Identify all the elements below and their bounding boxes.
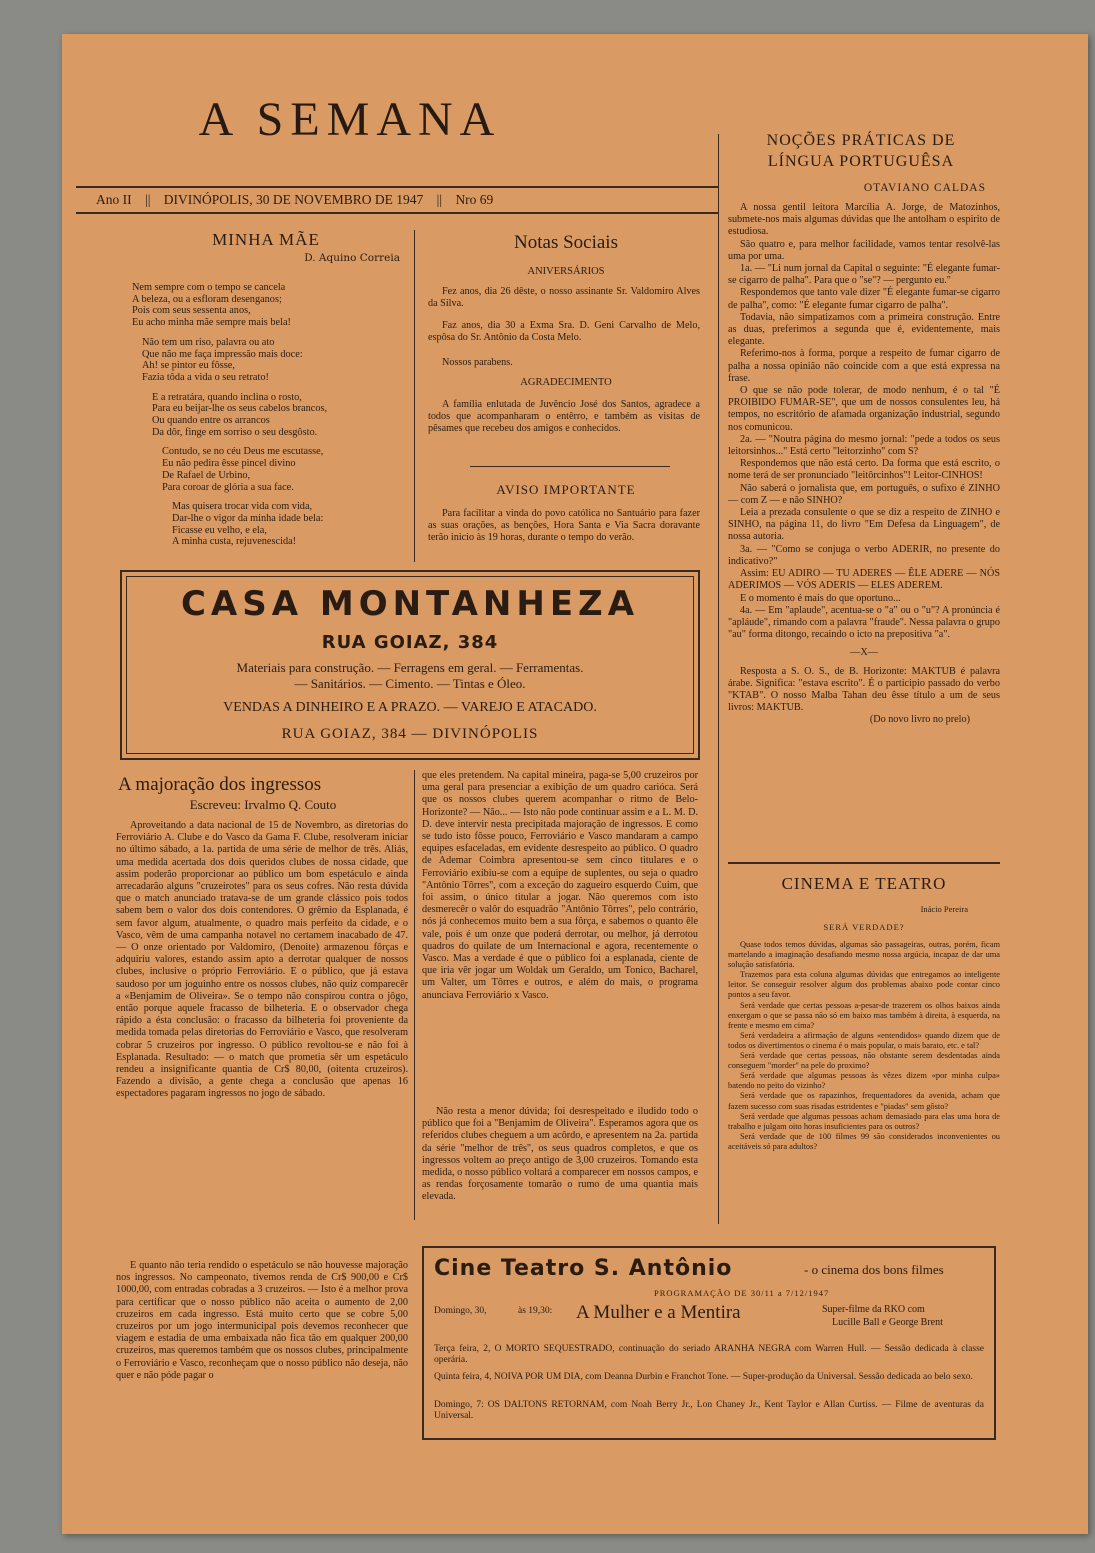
cinema-paragraph: Quase todos temos dúvidas, algumas são passageiras, outras, porém, ficam martelando a imaginação desafiando mesmo nossa argúcia, incapaz de dar uma solução satisfatória. xyxy=(728,940,1000,970)
notas-separator xyxy=(470,466,670,467)
ad-line: — Sanitários. — Cimento. — Tintas e Óleo. xyxy=(294,676,526,691)
issue-year: Ano II xyxy=(96,192,132,207)
masthead-rule-top xyxy=(76,186,718,188)
poem-line: Para coroar de glória a sua face. xyxy=(162,481,294,493)
masthead-rule-bottom xyxy=(76,212,718,214)
city-date: DIVINÓPOLIS, 30 DE NOVEMBRO DE 1947 xyxy=(163,192,424,207)
nocoes-paragraph: Respondemos que tanto vale dizer "É elegante fumar-se cigarro de palha", como: "É elegante fumar cigarro de palha". xyxy=(728,287,1000,311)
poem-line: Eu não pedira êsse pincel divino xyxy=(162,458,296,470)
nocoes-title-2: LÍNGUA PORTUGUÊSA xyxy=(767,153,955,170)
poem-line: Dar-lhe o vigor da minha idade bela: xyxy=(172,512,324,524)
cinema-author: Inácio Pereira xyxy=(920,904,968,914)
nocoes-footnote: (Do novo livro no prelo) xyxy=(869,714,970,726)
nocoes-paragraph: 4a. — Em "aplaude", acentua-se o "a" ou o "u"? A pronúncia é "apláude", rimando com a palavra "fraude". Nessa palavra o grupo "au" forma ditongo, recaindo o icto na prepositiva "a". xyxy=(728,604,1000,641)
nocoes-paragraph: Não saberá o jornalista que, em português, o sufixo é ZINHO — com Z — e não SINHO? xyxy=(728,482,1000,506)
cinema-paragraph: Trazemos para esta coluna algumas dúvidas que entregamos ao inteligente leitor. Se conseguir resolver algum dos problemas abaixo pode contar cinco pontos a seu favor. xyxy=(728,970,1000,1000)
cine-sunday-date: Domingo, 30, xyxy=(434,1306,487,1316)
cinema-body xyxy=(728,940,1000,1152)
cine-feature-title: A Mulher e a Mentira xyxy=(576,1302,741,1323)
cine-teatro-ad xyxy=(422,1246,996,1440)
nocoes-paragraph: Todavia, não simpatizamos com a primeira construção. Entre as duas, preferimos a segunda que é, evidentemente, mais elegante. xyxy=(728,311,1000,348)
poem-body xyxy=(132,282,412,556)
cinema-paragraph: Será verdadeira a afirmação de alguns «entendidos» quando dizem que de todos os divertimentos o cinema é o mais popular, o mais barato, etc. e tal? xyxy=(728,1030,1000,1050)
poem-stanza xyxy=(152,392,412,439)
notas-heading-aniversarios: ANIVERSÁRIOS xyxy=(527,266,605,277)
nocoes-author: OTAVIANO CALDAS xyxy=(863,182,986,194)
ad-store-name: CASA MONTANHEZA xyxy=(180,584,640,624)
nocoes-paragraph: Referimo-nos à forma, porque a respeito de fumar cigarro de palha a nossa opinião não coincide com a que está expressa na frase. xyxy=(728,348,1000,384)
cine-schedule-tuesday: Terça feira, 2, O MORTO SEQUESTRADO, continuação do seriado ARANHA NEGRA com Warren Hull. — Sessão dedicada à classe operária. xyxy=(434,1344,984,1365)
section-rule xyxy=(728,862,1000,864)
nocoes-paragraph: São quatro e, para melhor facilidade, vamos tentar resolvê-las uma por uma. xyxy=(728,238,1000,262)
nocoes-paragraph: 3a. — "Como se conjuga o verbo ADERIR, no presente do indicativo?" xyxy=(728,543,1000,567)
cinema-paragraph: Será verdade que certas pessoas a-pesar-de trazerem os olhos baixos ainda enxergam o que se passa não só em baixo mas também à direita, à esquerda, na frente e mesmo em cima? xyxy=(728,1000,1000,1030)
poem-line: Da dôr, finge em sorriso o seu desgôsto. xyxy=(152,426,318,438)
cinema-paragraph: Será verdade que algumas pessoas acham demasiado para elas uma hora de trabalho e julgam oito horas insuficientes para os outros? xyxy=(728,1111,1000,1131)
nocoes-answer: Resposta a S. O. S., de B. Horizonte: MAKTUB é palavra árabe. Significa: "estava escrito". É o participio passado do verbo "KTAB". O nosso Malba Tahan deu êsse título a um de seus livros: MAKTUB. xyxy=(728,665,1000,714)
nocoes-body xyxy=(728,202,1000,727)
poem-title: MINHA MÃE xyxy=(212,230,320,249)
poem-line: Pois com seus sessenta anos, xyxy=(132,305,251,317)
notas-heading-agradecimento: AGRADECIMENTO xyxy=(520,377,612,388)
notas-text: Fez anos, dia 26 dêste, o nosso assinante Sr. Valdomiro Alves da Silva. xyxy=(428,286,700,310)
poem-stanza xyxy=(132,282,412,329)
cine-slogan: - o cinema dos bons filmes xyxy=(804,1262,944,1277)
column-divider xyxy=(718,134,719,1224)
article-column-1: Aproveitando a data nacional de 15 de Novembro, as diretorias do Ferroviário A. Clube e do Vasco da Gama F. Clube, resolveram iniciar no último sábado, a 1a. partida de uma série de melhor de três. Aliás, uma medida acertada dos dois queridos clubes de nossa cidade, que assim poderão proporcionar ao público um bom espetáculo e ainda arrecadarão alguns "cruzeirotes" para os seus cofres. Não resta dúvida que o match anunciado tratava-se de um grande clássico pois todos sabem bem o valor dos dois contendores. O grêmio da Esplanada, é sem favor algum, atualmente, o quadro mais perfeito da cidade, e o Vasco, vêm de uma campanha notavel no certamem inacabado de 47. — O onze orientado por Valdomiro, (Denoite) armazenou fôrças e adquiriu valores, estando assim apto a derrotar qualquer de nossos clubes, inclusive o próprio Ferroviário. E o público, que já estava saudoso por um joguinho entre os nossos clubes, não quiz comparecêr a «Benjamim de Oliveira». Se o tempo não conspirou contra o jôgo, então porque aquele fracasso de bilheteria. E o observador chega rápido a ésta conclusão: o fracasso da bilheteria foi proveniente da medida tomada pelas diretorias do Ferroviário e Vasco, que resolveram cobrar 5 cruzeiros por ingresso. O público revoltou-se e não foi à Esplanada. Resultado: — o match que prometia sêr um espetáculo rendeu a insignificante quantia de Cr$ 80,00, (oitenta cruzeiros). Fazendo a divisão, a gente chega a conclusão que apenas 16 espectadores pagaram ingressos no jogo de sábado. xyxy=(116,820,408,1100)
newspaper-title: A SEMANA xyxy=(198,93,502,146)
cinema-paragraph: Será verdade que certas pessoas, não obstante serem desdentadas ainda conseguem "morder" na pele do proximo? xyxy=(728,1051,1000,1071)
cine-sunday-time: às 19,30: xyxy=(518,1306,553,1316)
poem-line: Que não me faça impressão mais doce: xyxy=(142,348,303,360)
cinema-paragraph: Será verdade que os rapazinhos, frequentadores da avenida, acham que fazem sucesso com suas risadas estridentes e "piadas" sem gôsto? xyxy=(728,1091,1000,1111)
ad-line: VENDAS A DINHEIRO E A PRAZO. — VAREJO E ATACADO. xyxy=(223,700,597,715)
poem-line: Não tem um riso, palavra ou ato xyxy=(142,336,275,348)
ad-line: Materiais para construção. — Ferragens em geral. — Ferramentas. xyxy=(236,660,584,675)
cinema-subtitle: SERÁ VERDADE? xyxy=(823,922,905,932)
notas-text: Nossos parabens. xyxy=(442,357,513,368)
masthead-meta: Ano II || DIVINÓPOLIS, 30 DE NOVEMBRO DE 1947 || Nro 69 xyxy=(96,192,494,207)
cinema-paragraph: Será verdade que algumas pessoas às vêzes dizem «por minha culpa» batendo no peito do vizinho? xyxy=(728,1071,1000,1091)
cine-feature-note: Super-filme da RKO com xyxy=(822,1304,925,1315)
nocoes-paragraph: Respondemos que não está certo. Da forma que está escrito, o nome terá de ser pronunciado "leitôrcinhos"! Leitor-CINHOS! xyxy=(728,458,1000,482)
ad-address-heading: RUA GOIAZ, 384 xyxy=(321,632,499,653)
nocoes-separator: —X— xyxy=(850,647,878,659)
poem-line: Eu acho minha mãe sempre mais bela! xyxy=(132,317,291,329)
nocoes-paragraph: E o momento é mais do que oportuno... xyxy=(740,592,901,604)
article-title: A majoração dos ingressos xyxy=(118,774,322,795)
poem-line: Ficasse eu velho, e ela, xyxy=(172,524,267,536)
poem-line: Ou quando entre os arrancos xyxy=(152,415,270,427)
article-byline: Escreveu: Irvalmo Q. Couto xyxy=(189,797,337,812)
notas-title: Notas Sociais xyxy=(514,232,618,253)
nocoes-title-1: NOÇÕES PRÁTICAS DE xyxy=(766,132,956,149)
nocoes-paragraph: A nossa gentil leitora Marcília A. Jorge, de Matozinhos, submete-nos mais algumas dúvidas que lhe antolham o espirito de estudiosa. xyxy=(728,202,1000,238)
notas-text: A família enlutada de Juvêncio José dos Santos, agradece a todos que acompanharam o entêrro, e também as visitas de pêsames que recebeu dos amigos e conhecidos. xyxy=(428,399,700,435)
casa-montanheza-ad xyxy=(120,570,700,760)
nocoes-paragraph: O que se não pode tolerar, de modo nenhum, é o tal "É PROIBIDO FUMAR-SE", que um de nossos consulentes leu, há tempos, no escritório de afamada organização industrial, segundo nos comunicou. xyxy=(728,385,1000,433)
cine-schedule-sunday: Domingo, 7: OS DALTONS RETORNAM, com Noah Berry Jr., Lon Chaney Jr., Kent Taylor e Allan Curtiss. — Filme de aventuras da Universal. xyxy=(434,1400,984,1421)
article-column-1b: E quanto não teria rendido o espetáculo se não houvesse majoração nos ingressos. No campeonato, tivemos renda de Cr$ 900,00 e Cr$ 1000,00, com entradas cobradas a 3 cruzeiros. — Isto é a melhor prova para certificar que o nosso público não aceita o aumento de 2,00 cruzeiros em cada ingresso. Está muito certo que se cobre 5,00 cruzeiros por um jogo intermunicipal pois devemos reconhecer que viagem e estadia de uma embaixada não fica tão em qualquer 200,00 cruzeiros, mas queremos também que os nossos clubes, principalmente o Ferroviário e Vasco, reconheçam que o nosso público não deseja, não quer e não póde pagar o xyxy=(116,1260,408,1381)
poem-line: Mas quisera trocar vida com vida, xyxy=(172,501,313,513)
poem-line: De Rafael de Urbino, xyxy=(162,469,251,481)
article-column-2b: Não resta a menor dúvida; foi desrespeitado e iludido todo o público que foi a "Benjamim de Oliveira". Esperamos agora que os referidos clubes cheguem a um acôrdo, e apresentem na 2a. partida da série "melhor de três", os seus quadros completos, e que os ingressos voltem ao preço antigo de 3,00 cruzeiros. Tomando esta medida, o nosso público voltará a comparecer em nossos campos, e as rendas forçosamente tomarão o rumo de uma quantia mais elevada. xyxy=(422,1106,698,1203)
poem-line: Ah! se pintor eu fôsse, xyxy=(142,360,235,372)
poem-author: D. Aquino Correia xyxy=(304,252,400,264)
column-divider xyxy=(414,230,415,562)
nocoes-paragraph: 1a. — "Li num jornal da Capital o seguinte: "É elegante fumar-se cigarro de palha". Para que o "se"? — pergunto eu." xyxy=(728,263,1000,287)
nocoes-paragraph: Assim: EU ADIRO — TU ADERES — ÊLE ADERE — NÓS ADERIMOS — VÓS ADERIS — ELES ADEREM. xyxy=(728,568,1000,592)
issue-number: Nro 69 xyxy=(455,192,494,207)
cinema-title: CINEMA E TEATRO xyxy=(781,874,947,893)
poem-line: Contudo, se no céu Deus me escutasse, xyxy=(162,446,324,458)
article-column-2: que eles pretendem. Na capital mineira, paga-se 5,00 cruzeiros por uma geral para presenciar a exibição de um quadro carióca. Será que os nossos clubes querem acompanhar o ritmo de Belo-Horizonte? — Não... — Isto não pode continuar assim e a L. M. D. D. deve intervir nesta precipitada majoração de ingressos. E como se tudo isto fôsse pouco, Ferroviário e Vasco mandaram a campo equipes esfaceladas, em evidente desrespeito ao público. O quadro de Ademar Coimbra apresentou-se sem cinco titulares e o Ferroviário exibiu-se com a equipe de suplentes, ou seja o quadro "Antônio Tôrres", com a exceção do zagueiro esquerdo Cuim, que foi assim, o único titular a jogar. Não queremos com isto desmerecêr o valôr do esquadrão "Antônio Tôrres", pelo contrário, nós já conhecemos muito bem a sua fôrça, e sabemos o quanto êle vale, pois é um onze que poderá derrotar, ou melhor, já derrotou quadros do quilate de um Internacional e agora, recentemente o Vasco. Mas a verdade é que o público foi a esplanada, ciente de que iria vêr jogar um Woldak um Geraldo, um Tonico, Bacharel, um Valter, um Tôrres e outros, e além do mais, o programa anunciava Ferroviário x Vasco. xyxy=(422,770,698,1001)
cine-schedule-thursday: Quinta feira, 4, NOIVA POR UM DIA, com Deanna Durbin e Franchot Tone. — Super-produção da Universal. Sessão dedicada ao belo sexo. xyxy=(434,1372,973,1382)
poem-line: Nem sempre com o tempo se cancela xyxy=(132,282,286,293)
poem-stanza xyxy=(162,446,412,493)
cine-name: Cine Teatro S. Antônio xyxy=(434,1256,733,1281)
notas-heading-aviso: AVISO IMPORTANTE xyxy=(496,482,636,497)
nocoes-paragraph: Leia a prezada consulente o que se diz a respeito de ZINHO e SINHO, na página 11, do livro "Em Defesa da Linguagem", de nossa autoria. xyxy=(728,507,1000,543)
cine-feature-cast: Lucille Ball e George Brent xyxy=(832,1317,943,1328)
poem-stanza xyxy=(142,337,412,384)
nocoes-paragraph: 2a. — "Noutra página do mesmo jornal: "pede a todos os seus leitorsinhos..." Está certo "leitorzinho" com S? xyxy=(728,433,1000,458)
poem-line: A beleza, ou a esfloram desenganos; xyxy=(132,293,282,305)
poem-line: Para eu beijar-lhe os seus cabelos brancos, xyxy=(152,403,328,415)
column-divider xyxy=(414,770,415,1220)
poem-line: E a retratára, quando inclina o rosto, xyxy=(152,391,302,403)
poem-line: Fazia tôda a vida o seu retrato! xyxy=(142,371,269,383)
cinema-paragraph: Será verdade que de 100 filmes 99 são considerados inconvenientes ou aceitáveis só para adultos? xyxy=(728,1131,1000,1151)
cine-programacao: PROGRAMAÇÃO DE 30/11 a 7/12/1947 xyxy=(654,1288,830,1298)
notas-text: Faz anos, dia 30 a Exma Sra. D. Geni Carvalho de Melo, espôsa do Sr. Antônio da Costa Melo. xyxy=(428,320,700,344)
poem-stanza xyxy=(172,501,412,548)
notas-text: Para facilitar a vinda do povo católica no Santuário para fazer as suas orações, as benções, Hora Santa e Via Sacra doravante terão inicio às 19 horas, durante o tempo do verão. xyxy=(428,508,700,544)
poem-line: A minha custa, rejuvenescida! xyxy=(172,536,297,548)
ad-line: RUA GOIAZ, 384 — DIVINÓPOLIS xyxy=(281,726,539,742)
